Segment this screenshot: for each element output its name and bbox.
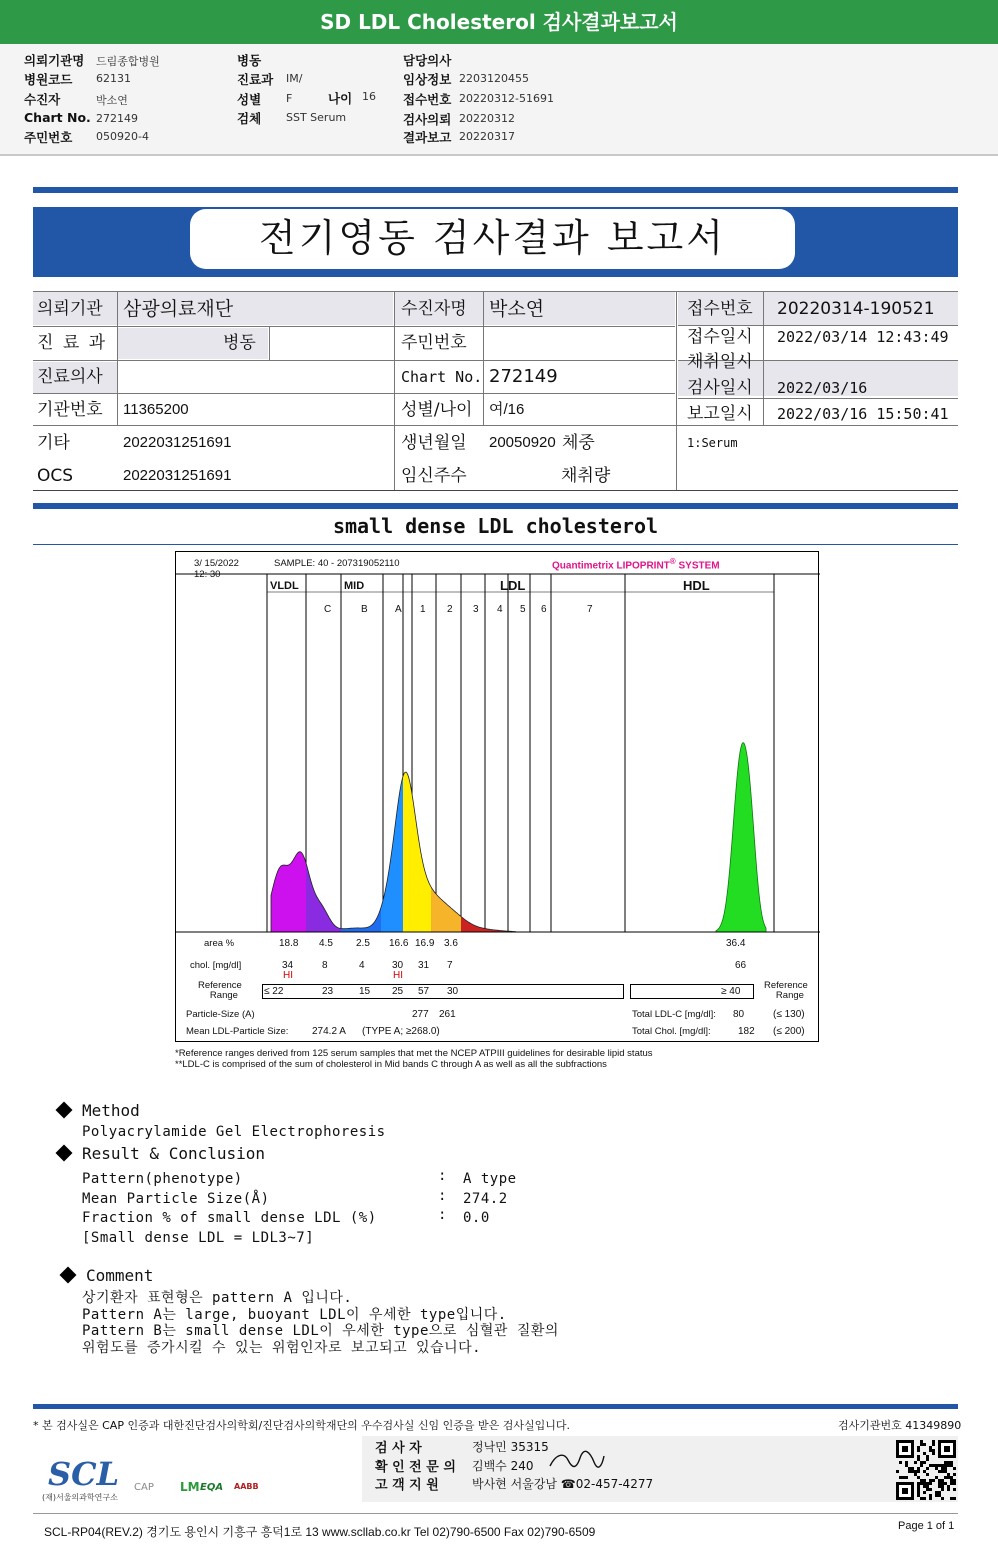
etc-label: 기타 [37,433,70,453]
patient-label: 수진자명 [401,299,467,319]
header-col1-value: 62131 [96,72,131,85]
ref-value: 57 [418,986,430,997]
mean-type: (TYPE A; ≥268.0) [362,1026,440,1037]
band-label: 6 [541,604,547,615]
ocs-label: OCS [37,466,74,486]
comment-line-1: 상기환자 표현형은 pattern A 입니다. [82,1290,353,1306]
header-col3-value: 20220312-51691 [459,92,554,105]
section-title: small dense LDL cholesterol [332,514,659,538]
particle-1: 277 [412,1009,429,1020]
chart-date: 3/ 15/2022 [194,558,239,569]
group-vldl: VLDL [270,580,299,592]
staff-label: 확 인 전 문 의 [375,1459,456,1475]
footer-bottom-rule [33,1513,958,1514]
ref-label-right: Reference Range [764,980,808,1001]
ref-label: Reference Range [198,980,242,1001]
header-col3-value: 20220317 [459,130,515,143]
inst-no-value: 11365200 [123,401,189,418]
section-rule-top [33,503,958,509]
scl-logo-sub: (재)서울의과학연구소 [42,1493,118,1502]
ref-hdl: ≥ 40 [721,986,741,997]
inst-no-label: 기관번호 [37,400,103,420]
area-value: 4.5 [319,938,333,949]
header-col3-value: 20220312 [459,112,515,125]
dob-value: 20050920 [489,434,556,451]
staff-label: 검 사 자 [375,1441,422,1456]
preg-label: 임신주수 [401,466,467,486]
age-value: 16 [362,90,376,103]
ocs-value: 2022031251691 [123,467,232,484]
header-col3-label: 결과보고 [403,130,452,145]
aabb-badge-icon: AABB [234,1482,259,1491]
density-segment-6 [461,917,506,933]
specimen-value: 1:Serum [687,436,738,450]
footer-cert: * 본 검사실은 CAP 인증과 대한진단검사의학회/진단검사의학재단의 우수검사실 신임 인증을 받은 검사실입니다. [33,1419,571,1432]
comment-line-4: 위험도를 증가시킬 수 있는 위험인자로 보고되고 있습니다. [82,1340,482,1356]
header-col3-label: 접수번호 [403,92,452,107]
report-dt-label: 보고일시 [687,404,753,424]
ref-range-box [262,984,624,999]
footer-inst-no: 검사기관번호 41349890 [838,1419,962,1432]
chart-sample: SAMPLE: 40 - 207319052110 [274,558,400,569]
header-col1-value: 272149 [96,112,138,125]
header-col1-value: 050920-4 [96,130,149,143]
header-col2-label: 검체 [237,111,262,126]
recv-dt-value: 2022/03/14 12:43:49 [777,328,949,346]
result-label: Fraction % of small dense LDL (%) [82,1210,377,1226]
chart-value: 272149 [489,366,558,387]
ref-value: 30 [447,986,459,997]
dept-value: 병동 [223,333,256,353]
staff-value: 정낙민 35315 [472,1440,549,1454]
comment-line-2: Pattern A는 large, buoyant LDL이 우세한 type입니다. [82,1307,507,1323]
volume-label: 채취량 [561,466,611,486]
area-label: area % [204,938,235,949]
result-colon: : [438,1168,447,1184]
header-col1-label: Chart No. [24,110,91,125]
chol-value: 4 [359,960,365,971]
sexage-label: 성별/나이 [401,400,473,420]
high-flag: HI [283,970,293,981]
chart-note-2: **LDL-C is comprised of the sum of cholesterol in Mid bands C through A as well as all the subfractions [175,1059,607,1070]
comment-line-3: Pattern B는 small dense LDL이 우세한 type으로 심혈관 질환의 [82,1323,559,1339]
area-value: 16.6 [389,938,409,949]
result-bullet-icon [56,1145,73,1162]
result-value: 0.0 [463,1210,490,1226]
staff-label: 고 객 지 원 [375,1478,439,1493]
cap-badge-icon: CAP [134,1482,154,1493]
ref-value: ≤ 22 [264,986,284,997]
staff-value: 박사현 서울강남 ☎02-457-4277 [472,1477,654,1491]
chol-value: 30 [392,960,404,971]
electrophoresis-plot [176,552,820,1043]
total-chol-ref: (≤ 200) [773,1026,805,1037]
institution-label: 의뢰기관 [37,299,103,319]
result-colon: : [438,1187,447,1204]
total-chol-value: 182 [738,1026,755,1037]
group-ldl: LDL [500,578,526,593]
mean-value: 274.2 A [312,1026,346,1037]
report-header-title: SD LDL Cholesterol 검사결과보고서 [0,0,998,44]
doctor-label: 진료의사 [37,367,103,387]
result-value: A type [463,1171,517,1187]
band-label: B [361,604,368,615]
method-bullet-icon [56,1102,73,1119]
header-col1-label: 의뢰기관명 [24,53,85,68]
patient-info-table [33,288,958,492]
institution-value: 삼광의료재단 [123,298,234,320]
chol-label: chol. [mg/dl] [190,960,242,971]
band-label: C [324,604,332,615]
cert-badges [134,1480,274,1502]
result-label: Mean Particle Size(Å) [82,1190,270,1207]
total-chol-label: Total Chol. [mg/dl]: [632,1026,711,1037]
area-value: 3.6 [444,938,458,949]
hdl-peak [716,743,766,932]
area-hdl: 36.4 [726,938,746,949]
footer-page: Page 1 of 1 [898,1520,955,1532]
header-col2-label: 성별 [237,92,262,107]
density-segment-3 [381,776,403,932]
etc-value: 2022031251691 [123,434,232,451]
chol-value: 7 [447,960,453,971]
footer-rule [33,1404,958,1409]
method-title: Method [82,1101,140,1120]
banner-top-rule [33,187,958,193]
particle-2: 261 [439,1009,456,1020]
band-label: 5 [520,604,526,615]
eqa-badge-icon: EQA [200,1482,224,1493]
result-label: Pattern(phenotype) [82,1171,243,1187]
weight-label: 체중 [562,433,595,453]
header-col2-label: 진료과 [237,72,274,87]
total-ldl-ref: (≤ 130) [773,1009,805,1020]
area-value: 18.8 [279,938,299,949]
header-col1-label: 병원코드 [24,72,73,87]
section-rule-bottom [33,544,958,545]
header-col2-value: F [286,92,293,105]
ref-value: 25 [392,986,404,997]
dob-label: 생년월일 [401,433,467,453]
chol-value: 31 [418,960,430,971]
header-col1-label: 주민번호 [24,130,73,145]
rrn-label: 주민번호 [401,333,467,353]
test-label: 검사일시 [687,378,753,398]
header-col3-value: 2203120455 [459,72,529,85]
ref-value: 23 [322,986,334,997]
band-label: 4 [497,604,503,615]
high-flag: HI [393,970,403,981]
band-label: A [395,604,402,615]
signature-icon [546,1448,606,1474]
lm-badge-icon: LM [180,1480,200,1494]
density-segment-4 [403,772,431,932]
chart-note-1: *Reference ranges derived from 125 serum samples that met the NCEP ATPIII guidelines for desirable lipid status [175,1048,653,1059]
staff-value: 김백수 240 [472,1458,534,1473]
header-col1-value: 드림종합병원 [96,55,160,68]
ref-value: 15 [359,986,371,997]
recv-dt-label: 접수일시 [687,327,753,347]
total-ldl-label: Total LDL-C [mg/dl]: [632,1009,716,1020]
electrophoresis-chart [175,551,819,1042]
result-colon: : [438,1207,447,1223]
age-label: 나이 [328,91,353,106]
particle-label: Particle-Size (A) [186,1009,255,1020]
chol-value: 34 [282,960,294,971]
band-label: 2 [447,604,453,615]
header-col2-label: 병동 [237,53,262,68]
recv-no-value: 20220314-190521 [777,299,935,319]
scl-logo: SCL [48,1455,120,1493]
chart-label: Chart No. [401,368,483,386]
header-col2-value: IM/ [286,72,303,85]
header-col3-label: 검사의뢰 [403,112,452,127]
collect-label: 채취일시 [687,352,753,372]
density-segment-1 [306,863,341,932]
comment-title: Comment [86,1266,154,1285]
chol-hdl: 66 [735,960,747,971]
header-info-panel [0,44,998,156]
group-hdl: HDL [683,578,710,593]
dept-label: 진 료 과 [37,333,108,353]
group-mid: MID [344,580,365,592]
density-segment-0 [271,852,306,932]
report-title: 전기영동 검사결과 보고서 [259,216,726,260]
area-value: 2.5 [356,938,370,949]
area-value: 16.9 [415,938,435,949]
footer-address: SCL-RP04(REV.2) 경기도 용인시 기흥구 흥덕1로 13 www.scllab.co.kr Tel 02)790-6500 Fax 02)790-6509 [44,1525,596,1539]
result-note: [Small dense LDL = LDL3~7] [82,1230,315,1246]
result-value: 274.2 [463,1190,508,1207]
band-label: 1 [420,604,426,615]
comment-bullet-icon [60,1267,77,1284]
test-value: 2022/03/16 [777,379,868,397]
header-col3-label: 담당의사 [403,53,452,68]
mean-label: Mean LDL-Particle Size: [186,1026,289,1037]
recv-no-label: 접수번호 [687,299,753,319]
method-text: Polyacrylamide Gel Electrophoresis [82,1124,386,1140]
chart-time: 12: 30 [194,569,221,580]
total-ldl-value: 80 [733,1009,745,1020]
sexage-value: 여/16 [489,401,525,418]
header-col1-value: 박소연 [96,94,128,107]
result-title: Result & Conclusion [82,1144,266,1163]
header-col2-value: SST Serum [286,111,347,124]
chart-brand: Quantimetrix LIPOPRINT® SYSTEM [552,557,720,572]
qr-code-icon [896,1440,956,1500]
band-label: 7 [587,604,593,615]
report-dt-value: 2022/03/16 15:50:41 [777,405,949,423]
chol-value: 8 [322,960,328,971]
header-col1-label: 수진자 [24,92,61,107]
band-label: 3 [473,604,479,615]
header-col3-label: 임상정보 [403,72,452,87]
patient-value: 박소연 [489,298,545,320]
